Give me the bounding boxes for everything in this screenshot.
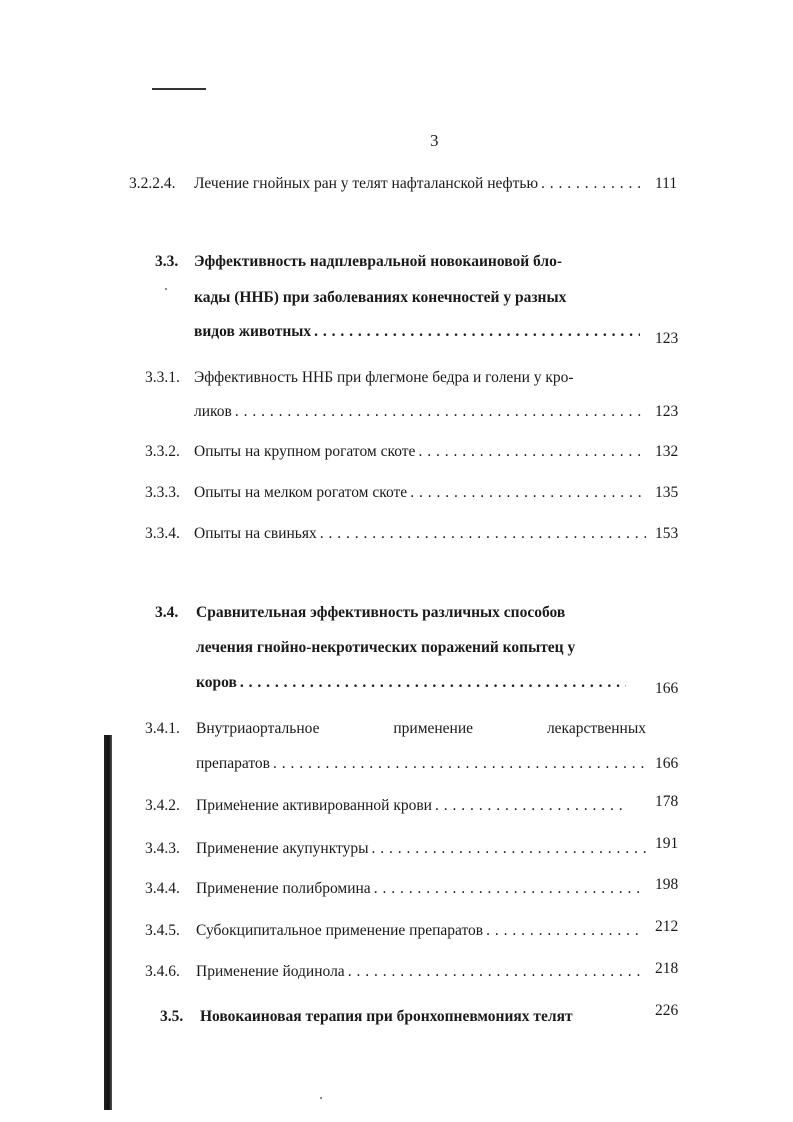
toc-entry-page: 166 [655,755,679,772]
toc-entry-title-line: Эффективность ННБ при флегмоне бедра и голени у кро- [194,369,574,386]
toc-entry-title: Применение акупунктуры [196,840,369,857]
toc-entry-line [194,443,646,461]
toc-entry-number: 3.4.5. [145,922,180,939]
dot-leader [541,175,646,193]
toc-entry-page: 135 [655,484,679,501]
toc-word: Внутриаортальное [196,720,320,737]
toc-entry-page: 123 [655,330,679,347]
toc-entry-number: 3.4.1. [145,720,180,737]
scan-speck [165,288,167,290]
toc-entry-page: 178 [655,793,679,810]
toc-section-title-line: Сравнительная эффективность различных способов [196,604,566,621]
toc-entry-line [194,403,646,421]
toc-section-title-line: кады (ННБ) при заболеваниях конечностей у разных [194,289,567,306]
dot-leader [418,443,646,461]
dot-leader [235,403,646,421]
toc-entry-line [196,963,646,981]
dot-leader [314,323,640,341]
toc-section-title-line: коров [196,674,237,691]
scan-speck [320,1097,322,1099]
toc-section-number: 3.4. [155,604,179,621]
toc-entry-title: Применение полибромина [196,880,371,897]
toc-entry-line [196,755,646,773]
toc-entry-title-line-justified [196,720,646,738]
toc-entry-page: 166 [655,680,679,697]
dot-leader [240,674,626,692]
toc-entry-line [194,175,646,193]
dot-leader [410,484,646,502]
dot-leader [273,755,646,773]
toc-entry-title: Применение активированной крови [196,797,432,814]
toc-word: применение [393,720,474,737]
toc-entry-number: 3.3.3. [145,484,180,501]
toc-entry-title: Опыты на свиньях [194,525,317,542]
toc-entry-page: 153 [655,525,679,542]
toc-entry-title: Субокципитальное применение препаратов [196,922,484,939]
toc-entry-line [196,922,638,940]
toc-entry-title-line: ликов [194,403,232,420]
toc-entry-line [196,880,646,898]
scan-mark-top [152,88,206,90]
toc-entry-number: 3.3.4. [145,525,180,542]
toc-section-title-line: Эффективность надплевральной новокаиновой бло- [194,253,562,270]
toc-entry-number: 3.4.2. [145,797,180,814]
dot-leader [372,840,646,858]
toc-entry-title-line: препаратов [196,755,270,772]
toc-entry-number: 3.4.6. [145,963,180,980]
toc-entry-page: 111 [655,175,678,192]
toc-entry-title: Опыты на мелком рогатом скоте [194,484,408,501]
toc-section-title-line: лечения гнойно-некротических поражений копытец у [196,639,576,656]
toc-entry-page: 191 [655,835,679,852]
toc-entry-number: 3.4.4. [145,880,180,897]
toc-entry-number: 3.3.2. [145,443,180,460]
toc-entry-page: 198 [655,876,679,893]
toc-entry-line [194,484,646,502]
toc-entry-line [194,323,640,341]
toc-entry-number: 3.3.1. [145,369,180,386]
toc-entry-line [194,525,646,543]
toc-entry-number: 3.2.2.4. [129,175,176,192]
toc-section-title: Новокаиновая терапия при бронхопневмониях телят [200,1008,573,1025]
toc-entry-page: 132 [655,443,679,460]
toc-section-number: 3.5. [160,1008,184,1025]
toc-entry-title: Лечение гнойных ран у телят нафталанской нефтью [194,175,539,192]
toc-section-title-line: видов животных [194,323,312,340]
toc-entry-page: 226 [655,1002,679,1019]
toc-entry-page: 218 [655,960,679,977]
scan-bar-left [104,735,112,1110]
toc-entry-line [196,797,628,815]
dot-leader [435,797,628,815]
toc-entry-page: 123 [655,403,679,420]
toc-entry-title: Применение йодинола [196,963,345,980]
toc-entry-title: Опыты на крупном рогатом скоте [194,443,416,460]
dot-leader [374,880,646,898]
toc-entry-line [196,840,646,858]
dot-leader [320,525,646,543]
dot-leader [486,922,638,940]
page-number: 3 [430,131,439,150]
toc-entry-line [196,674,626,692]
toc-entry-number: 3.4.3. [145,840,180,857]
toc-section-number: 3.3. [155,253,179,270]
toc-entry-page: 212 [655,918,679,935]
toc-word: лекарственных [546,720,646,737]
dot-leader [348,963,646,981]
